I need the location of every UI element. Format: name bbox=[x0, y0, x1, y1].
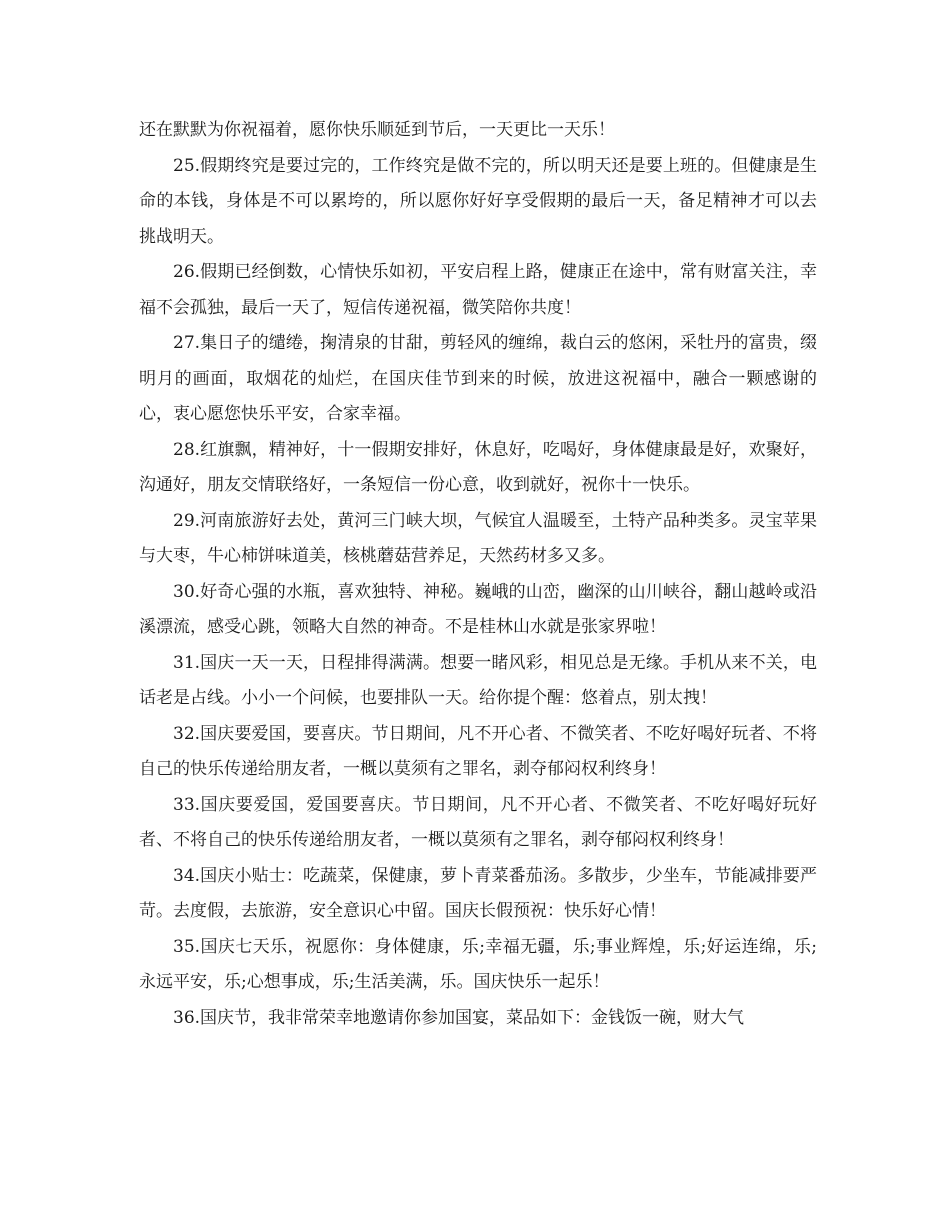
document-body bbox=[139, 113, 817, 1036]
paragraph-27: 27.集日子的缱绻，掬清泉的甘甜，剪轻风的缠绵，裁白云的悠闲，采牡丹的富贵，缀明月的画面，取烟花的灿烂，在国庆佳节到来的时候，放进这祝福中，融合一颗感谢的心，衷心愿您快乐平安，合家幸福。 bbox=[139, 333, 817, 424]
paragraph-34: 34.国庆小贴士：吃蔬菜，保健康，萝卜青菜番茄汤。多散步，少坐车，节能减排要严苛。去度假，去旅游，安全意识心中留。国庆长假预祝：快乐好心情！ bbox=[139, 865, 817, 921]
paragraph-36: 36.国庆节，我非常荣幸地邀请你参加国宴，菜品如下：金钱饭一碗，财大气 bbox=[173, 1007, 745, 1028]
paragraph-25: 25.假期终究是要过完的，工作终究是做不完的，所以明天还是要上班的。但健康是生命的本钱，身体是不可以累垮的，所以愿你好好享受假期的最后一天，备足精神才可以去挑战明天。 bbox=[139, 155, 817, 247]
paragraph-35: 35.国庆七天乐，祝愿你：身体健康，乐;幸福无疆，乐;事业辉煌，乐;好运连绵，乐;永远平安，乐;心想事成，乐;生活美满，乐。国庆快乐一起乐！ bbox=[139, 936, 817, 992]
paragraph-33: 33.国庆要爱国，爱国要喜庆。节日期间，凡不开心者、不微笑者、不吃好喝好玩好者、不将自己的快乐传递给朋友者，一概以莫须有之罪名，剥夺郁闷权利终身！ bbox=[139, 794, 817, 850]
paragraph-31: 31.国庆一天一天，日程排得满满。想要一睹风彩，相见总是无缘。手机从来不关，电话老是占线。小小一个问候，也要排队一天。给你提个醒：悠着点，别太拽！ bbox=[139, 652, 817, 708]
paragraph-30: 30.好奇心强的水瓶，喜欢独特、神秘。巍峨的山峦，幽深的山川峡谷，翻山越岭或沿溪漂流，感受心跳，领略大自然的神奇。不是桂林山水就是张家界啦！ bbox=[139, 581, 817, 637]
paragraph-29: 29.河南旅游好去处，黄河三门峡大坝，气候宜人温暖至，土特产品种类多。灵宝苹果与大枣，牛心柿饼味道美，核桃蘑菇营养足，天然药材多又多。 bbox=[139, 510, 817, 566]
paragraph-26: 26.假期已经倒数，心情快乐如初，平安启程上路，健康正在途中，常有财富关注，幸福不会孤独，最后一天了，短信传递祝福，微笑陪你共度！ bbox=[139, 262, 817, 318]
paragraph-continuation: 还在默默为你祝福着，愿你快乐顺延到节后，一天更比一天乐！ bbox=[139, 120, 615, 140]
paragraph-28: 28.红旗飘，精神好，十一假期安排好，休息好，吃喝好，身体健康最是好，欢聚好，沟通好，朋友交情联络好，一条短信一份心意，收到就好，祝你十一快乐。 bbox=[139, 439, 817, 495]
paragraph-32: 32.国庆要爱国，要喜庆。节日期间，凡不开心者、不微笑者、不吃好喝好玩者、不将自己的快乐传递给朋友者，一概以莫须有之罪名，剥夺郁闷权利终身！ bbox=[139, 723, 817, 779]
